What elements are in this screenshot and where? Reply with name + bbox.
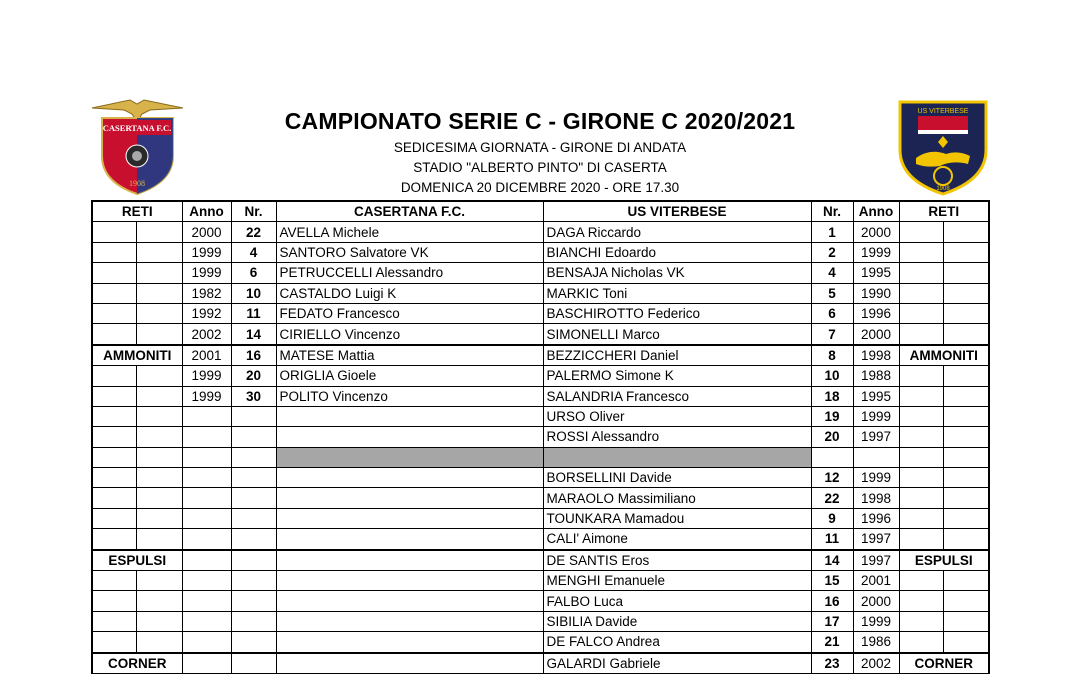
away-player-cell: MENGHI Emanuele bbox=[543, 571, 811, 591]
away-year-cell: 2002 bbox=[853, 653, 899, 674]
home-year-cell bbox=[182, 550, 231, 571]
stat-cell bbox=[899, 488, 943, 508]
stat-cell bbox=[92, 366, 136, 386]
stat-cell bbox=[92, 571, 136, 591]
viterbese-logo-text: US VITERBESE bbox=[917, 108, 969, 115]
stat-cell bbox=[92, 427, 136, 447]
home-player-cell bbox=[276, 508, 543, 528]
match-round: SEDICESIMA GIORNATA - GIRONE DI ANDATA bbox=[393, 140, 687, 155]
away-year-cell: 2000 bbox=[853, 222, 899, 242]
stat-cell bbox=[899, 632, 943, 653]
home-player-cell: ORIGLIA Gioele bbox=[276, 366, 543, 386]
home-number-cell: 20 bbox=[231, 366, 276, 386]
stat-cell bbox=[136, 508, 182, 528]
home-number-cell bbox=[231, 406, 276, 426]
away-year-cell: 1997 bbox=[853, 550, 899, 571]
home-player-cell: PETRUCCELLI Alessandro bbox=[276, 263, 543, 283]
stat-cell bbox=[899, 427, 943, 447]
stat-cell bbox=[943, 303, 989, 323]
away-year-cell: 1996 bbox=[853, 303, 899, 323]
page-title: CAMPIONATO SERIE C - GIRONE C 2020/2021 bbox=[284, 108, 796, 134]
away-number-cell: 8 bbox=[811, 345, 853, 366]
stat-cell bbox=[899, 529, 943, 550]
stat-cell bbox=[899, 283, 943, 303]
away-year-cell: 1999 bbox=[853, 242, 899, 262]
home-year-cell: 1999 bbox=[182, 263, 231, 283]
stat-cell bbox=[943, 447, 989, 467]
home-player-cell: CASTALDO Luigi K bbox=[276, 283, 543, 303]
away-year-cell: 1995 bbox=[853, 386, 899, 406]
home-player-cell bbox=[276, 653, 543, 674]
header-nr-home: Nr. bbox=[231, 201, 276, 222]
away-number-cell: 19 bbox=[811, 406, 853, 426]
stat-cell bbox=[92, 591, 136, 611]
home-player-cell bbox=[276, 468, 543, 488]
home-year-cell: 2000 bbox=[182, 222, 231, 242]
casertana-logo-year: 1908 bbox=[129, 179, 145, 188]
stat-cell bbox=[899, 222, 943, 242]
away-year-cell: 1999 bbox=[853, 406, 899, 426]
away-player-cell: GALARDI Gabriele bbox=[543, 653, 811, 674]
stat-cell bbox=[136, 283, 182, 303]
stat-cell bbox=[136, 468, 182, 488]
table-row bbox=[92, 303, 989, 323]
away-player-cell: MARAOLO Massimiliano bbox=[543, 488, 811, 508]
header-anno-home: Anno bbox=[182, 201, 231, 222]
stat-cell bbox=[899, 468, 943, 488]
away-player-cell: ROSSI Alessandro bbox=[543, 427, 811, 447]
home-player-cell bbox=[276, 571, 543, 591]
away-year-cell: 1999 bbox=[853, 611, 899, 631]
stat-cell bbox=[899, 508, 943, 528]
away-number-cell: 2 bbox=[811, 242, 853, 262]
stat-cell bbox=[92, 468, 136, 488]
away-number-cell bbox=[811, 447, 853, 467]
home-player-cell bbox=[276, 632, 543, 653]
home-player-cell: CIRIELLO Vincenzo bbox=[276, 324, 543, 345]
home-number-cell bbox=[231, 591, 276, 611]
home-number-cell bbox=[231, 529, 276, 550]
home-year-cell bbox=[182, 508, 231, 528]
table-row bbox=[92, 324, 989, 345]
table-row bbox=[92, 283, 989, 303]
stat-cell bbox=[899, 611, 943, 631]
away-player-cell: BASCHIROTTO Federico bbox=[543, 303, 811, 323]
header-reti-away: RETI bbox=[899, 201, 989, 222]
away-player-cell: SALANDRIA Francesco bbox=[543, 386, 811, 406]
home-year-cell bbox=[182, 529, 231, 550]
away-player-cell: DE SANTIS Eros bbox=[543, 550, 811, 571]
home-number-cell bbox=[231, 427, 276, 447]
home-player-cell bbox=[276, 529, 543, 550]
table-row bbox=[92, 591, 989, 611]
home-year-cell: 1992 bbox=[182, 303, 231, 323]
away-player-cell: SIMONELLI Marco bbox=[543, 324, 811, 345]
away-player-cell: TOUNKARA Mamadou bbox=[543, 508, 811, 528]
stat-cell bbox=[136, 529, 182, 550]
home-number-cell: 14 bbox=[231, 324, 276, 345]
stat-cell bbox=[943, 571, 989, 591]
header-anno-away: Anno bbox=[853, 201, 899, 222]
stat-cell bbox=[136, 324, 182, 345]
stat-cell bbox=[92, 611, 136, 631]
home-player-cell bbox=[276, 611, 543, 631]
stat-cell bbox=[136, 632, 182, 653]
separator-cell bbox=[543, 447, 811, 467]
away-year-cell: 2000 bbox=[853, 591, 899, 611]
home-year-cell bbox=[182, 591, 231, 611]
header-team-home: CASERTANA F.C. bbox=[276, 201, 543, 222]
stat-cell bbox=[943, 283, 989, 303]
home-year-cell bbox=[182, 468, 231, 488]
away-year-cell: 1998 bbox=[853, 345, 899, 366]
stat-cell bbox=[943, 427, 989, 447]
stat-cell bbox=[943, 406, 989, 426]
stat-cell bbox=[899, 303, 943, 323]
away-number-cell: 14 bbox=[811, 550, 853, 571]
away-year-cell: 2000 bbox=[853, 324, 899, 345]
home-player-cell: SANTORO Salvatore VK bbox=[276, 242, 543, 262]
home-number-cell bbox=[231, 550, 276, 571]
home-number-cell bbox=[231, 508, 276, 528]
away-number-cell: 17 bbox=[811, 611, 853, 631]
stat-cell bbox=[899, 406, 943, 426]
away-number-cell: 16 bbox=[811, 591, 853, 611]
home-player-cell: FEDATO Francesco bbox=[276, 303, 543, 323]
home-year-cell bbox=[182, 427, 231, 447]
stat-cell bbox=[899, 242, 943, 262]
away-number-cell: 22 bbox=[811, 488, 853, 508]
away-player-cell: SIBILIA Davide bbox=[543, 611, 811, 631]
home-number-cell: 11 bbox=[231, 303, 276, 323]
stat-cell bbox=[92, 406, 136, 426]
stat-cell bbox=[136, 591, 182, 611]
section-label-home: CORNER bbox=[92, 653, 182, 674]
home-year-cell bbox=[182, 632, 231, 653]
home-number-cell: 16 bbox=[231, 345, 276, 366]
stat-cell bbox=[943, 222, 989, 242]
away-player-cell: MARKIC Toni bbox=[543, 283, 811, 303]
home-player-cell: POLITO Vincenzo bbox=[276, 386, 543, 406]
table-row bbox=[92, 571, 989, 591]
stat-cell bbox=[92, 447, 136, 467]
home-year-cell: 1982 bbox=[182, 283, 231, 303]
header-team-away: US VITERBESE bbox=[543, 201, 811, 222]
table-row bbox=[92, 508, 989, 528]
stat-cell bbox=[92, 222, 136, 242]
table-row bbox=[92, 447, 989, 467]
table-row bbox=[92, 366, 989, 386]
match-stadium: STADIO "ALBERTO PINTO" DI CASERTA bbox=[413, 160, 667, 175]
away-year-cell: 1990 bbox=[853, 283, 899, 303]
separator-cell bbox=[276, 447, 543, 467]
home-year-cell: 1999 bbox=[182, 242, 231, 262]
section-label-away: CORNER bbox=[899, 653, 989, 674]
away-number-cell: 15 bbox=[811, 571, 853, 591]
stat-cell bbox=[136, 366, 182, 386]
home-year-cell bbox=[182, 571, 231, 591]
home-player-cell bbox=[276, 550, 543, 571]
home-number-cell: 6 bbox=[231, 263, 276, 283]
stat-cell bbox=[136, 427, 182, 447]
away-year-cell: 1995 bbox=[853, 263, 899, 283]
stat-cell bbox=[899, 571, 943, 591]
away-player-cell: PALERMO Simone K bbox=[543, 366, 811, 386]
away-number-cell: 18 bbox=[811, 386, 853, 406]
home-year-cell bbox=[182, 653, 231, 674]
home-year-cell bbox=[182, 447, 231, 467]
stat-cell bbox=[943, 366, 989, 386]
stat-cell bbox=[136, 242, 182, 262]
away-player-cell: BENSAJA Nicholas VK bbox=[543, 263, 811, 283]
home-number-cell: 4 bbox=[231, 242, 276, 262]
viterbese-logo-year: 1908 bbox=[936, 186, 950, 192]
stat-cell bbox=[92, 508, 136, 528]
stat-cell bbox=[943, 529, 989, 550]
table-row bbox=[92, 468, 989, 488]
home-number-cell bbox=[231, 488, 276, 508]
section-label-away: ESPULSI bbox=[899, 550, 989, 571]
stat-cell bbox=[943, 324, 989, 345]
stat-cell bbox=[92, 488, 136, 508]
table-row bbox=[92, 345, 989, 366]
away-number-cell: 21 bbox=[811, 632, 853, 653]
stat-cell bbox=[899, 263, 943, 283]
stat-cell bbox=[92, 303, 136, 323]
stat-cell bbox=[943, 508, 989, 528]
stat-cell bbox=[136, 611, 182, 631]
lineup-table bbox=[91, 200, 990, 674]
stat-cell bbox=[136, 263, 182, 283]
stat-cell bbox=[136, 303, 182, 323]
section-label-home: AMMONITI bbox=[92, 345, 182, 366]
home-year-cell bbox=[182, 488, 231, 508]
table-row bbox=[92, 386, 989, 406]
home-number-cell bbox=[231, 611, 276, 631]
away-year-cell: 1996 bbox=[853, 508, 899, 528]
stat-cell bbox=[92, 283, 136, 303]
home-year-cell bbox=[182, 611, 231, 631]
stat-cell bbox=[943, 242, 989, 262]
header-nr-away: Nr. bbox=[811, 201, 853, 222]
away-year-cell: 2001 bbox=[853, 571, 899, 591]
away-number-cell: 4 bbox=[811, 263, 853, 283]
stat-cell bbox=[92, 529, 136, 550]
stat-cell bbox=[943, 591, 989, 611]
table-row bbox=[92, 488, 989, 508]
away-year-cell: 1998 bbox=[853, 488, 899, 508]
stat-cell bbox=[136, 222, 182, 242]
table-row bbox=[92, 632, 989, 653]
stat-cell bbox=[136, 571, 182, 591]
away-year-cell: 1997 bbox=[853, 427, 899, 447]
table-row bbox=[92, 263, 989, 283]
stat-cell bbox=[92, 263, 136, 283]
away-year-cell bbox=[853, 447, 899, 467]
home-player-cell: AVELLA Michele bbox=[276, 222, 543, 242]
away-number-cell: 1 bbox=[811, 222, 853, 242]
away-player-cell: FALBO Luca bbox=[543, 591, 811, 611]
home-player-cell: MATESE Mattia bbox=[276, 345, 543, 366]
stat-cell bbox=[899, 324, 943, 345]
table-header-row bbox=[92, 201, 989, 222]
stat-cell bbox=[943, 632, 989, 653]
stat-cell bbox=[899, 386, 943, 406]
table-row bbox=[92, 611, 989, 631]
home-player-cell bbox=[276, 406, 543, 426]
stat-cell bbox=[136, 488, 182, 508]
match-date: DOMENICA 20 DICEMBRE 2020 - ORE 17.30 bbox=[400, 180, 680, 195]
stat-cell bbox=[943, 263, 989, 283]
table-row bbox=[92, 653, 989, 674]
table-row bbox=[92, 242, 989, 262]
home-number-cell bbox=[231, 632, 276, 653]
section-label-home: ESPULSI bbox=[92, 550, 182, 571]
table-row bbox=[92, 406, 989, 426]
home-number-cell bbox=[231, 571, 276, 591]
away-number-cell: 11 bbox=[811, 529, 853, 550]
away-player-cell: URSO Oliver bbox=[543, 406, 811, 426]
away-number-cell: 5 bbox=[811, 283, 853, 303]
table-row bbox=[92, 427, 989, 447]
away-number-cell: 12 bbox=[811, 468, 853, 488]
home-number-cell bbox=[231, 468, 276, 488]
away-player-cell: BIANCHI Edoardo bbox=[543, 242, 811, 262]
away-number-cell: 23 bbox=[811, 653, 853, 674]
away-player-cell: BEZZICCHERI Daniel bbox=[543, 345, 811, 366]
stat-cell bbox=[943, 488, 989, 508]
stat-cell bbox=[899, 591, 943, 611]
home-number-cell bbox=[231, 653, 276, 674]
away-player-cell: CALI' Aimone bbox=[543, 529, 811, 550]
stat-cell bbox=[899, 447, 943, 467]
home-number-cell: 10 bbox=[231, 283, 276, 303]
away-year-cell: 1999 bbox=[853, 468, 899, 488]
stat-cell bbox=[943, 468, 989, 488]
home-year-cell bbox=[182, 406, 231, 426]
away-year-cell: 1988 bbox=[853, 366, 899, 386]
away-player-cell: BORSELLINI Davide bbox=[543, 468, 811, 488]
away-number-cell: 7 bbox=[811, 324, 853, 345]
header-reti-home: RETI bbox=[92, 201, 182, 222]
home-year-cell: 2001 bbox=[182, 345, 231, 366]
stat-cell bbox=[899, 366, 943, 386]
home-player-cell bbox=[276, 488, 543, 508]
stat-cell bbox=[943, 611, 989, 631]
table-row bbox=[92, 550, 989, 571]
home-player-cell bbox=[276, 427, 543, 447]
stat-cell bbox=[136, 447, 182, 467]
stat-cell bbox=[136, 386, 182, 406]
home-number-cell bbox=[231, 447, 276, 467]
away-player-cell: DAGA Riccardo bbox=[543, 222, 811, 242]
away-number-cell: 9 bbox=[811, 508, 853, 528]
casertana-logo-text: CASERTANA F.C. bbox=[102, 123, 172, 133]
stat-cell bbox=[92, 386, 136, 406]
stat-cell bbox=[92, 324, 136, 345]
table-row bbox=[92, 222, 989, 242]
away-number-cell: 6 bbox=[811, 303, 853, 323]
stat-cell bbox=[943, 386, 989, 406]
home-year-cell: 1999 bbox=[182, 366, 231, 386]
home-year-cell: 2002 bbox=[182, 324, 231, 345]
home-number-cell: 22 bbox=[231, 222, 276, 242]
stat-cell bbox=[92, 632, 136, 653]
away-player-cell: DE FALCO Andrea bbox=[543, 632, 811, 653]
stat-cell bbox=[92, 242, 136, 262]
away-year-cell: 1997 bbox=[853, 529, 899, 550]
section-label-away: AMMONITI bbox=[899, 345, 989, 366]
home-year-cell: 1999 bbox=[182, 386, 231, 406]
stat-cell bbox=[136, 406, 182, 426]
home-player-cell bbox=[276, 591, 543, 611]
away-number-cell: 20 bbox=[811, 427, 853, 447]
away-number-cell: 10 bbox=[811, 366, 853, 386]
home-number-cell: 30 bbox=[231, 386, 276, 406]
away-year-cell: 1986 bbox=[853, 632, 899, 653]
table-row bbox=[92, 529, 989, 550]
